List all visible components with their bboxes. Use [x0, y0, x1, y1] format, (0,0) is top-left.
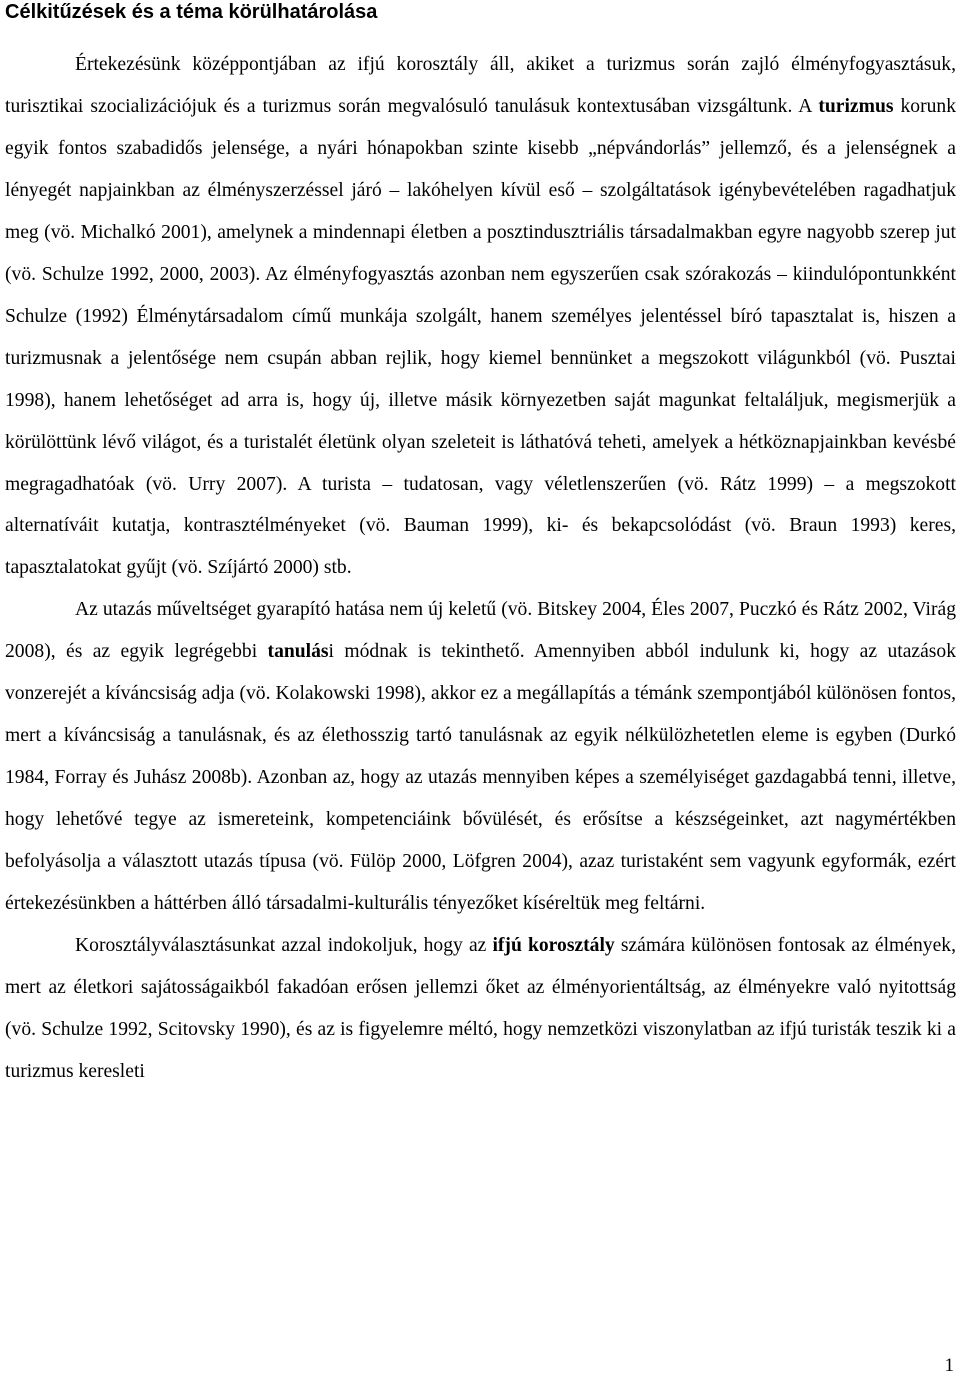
text-segment: számára különösen fontosak az élmények, mert az életkori sajátosságaikból fakadóan erősen jellemzi őket az élményorientáltság, az élményekre való nyitottság (vö. Schulze 1992, Scitovsky 1990), és az is figyelemre méltó, hogy nemzetközi viszonylatban az ifjú turisták teszik ki a turizmus keresleti [5, 935, 956, 1082]
paragraph-2 [5, 589, 956, 925]
document-page [5, 0, 956, 1093]
keyword-turizmus: turizmus [818, 95, 894, 117]
keyword-ifju-korosztaly: ifjú korosztály [492, 935, 615, 957]
paragraph-1 [5, 44, 956, 589]
section-heading: Célkitűzések és a téma körülhatárolása [5, 1, 378, 23]
text-segment: Korosztályválasztásunkat azzal indokoljuk, hogy az [75, 935, 493, 957]
paragraph-3 [5, 925, 956, 1093]
text-segment: korunk egyik fontos szabadidős jelensége, a nyári hónapokban szinte kisebb „népvándorlás” jellemző, és a jelenségnek a lényegét napjainkban az élményszerzéssel járó – lakóhelyen kívül eső – szolgáltatások igénybevételében ragadhatjuk meg (vö. Michalkó 2001), amelynek a mindennapi életben a posztindusztriális társadalmakban egyre nagyobb szerep jut (vö. Schulze 1992, 2000, 2003). Az élményfogyasztás azonban nem egyszerűen csak szórakozás – kiindulópontunkként Schulze (1992) Élménytársadalom című munkája szolgált, hanem személyes jelentéssel bíró tapasztalat is, hiszen a turizmusnak a jelentősége nem csupán abban rejlik, hogy kiemel bennünket a megszokott világunkból (vö. Pusztai 1998), hanem lehetőséget ad arra is, hogy új, illetve másik környezetben saját magunkat feltaláljuk, megismerjük a körülöttünk lévő világot, és a turistalét életünk olyan szeleteit is láthatóvá teheti, amelyek a hétköznapjainkban kevésbé megragadhatóak (vö. Urry 2007). A turista – tudatosan, vagy véletlenszerűen (vö. Rátz 1999) – a megszokott alternatíváit kutatja, kontrasztélményeket (vö. Bauman 1999), ki- és bekapcsolódást (vö. Braun 1993) keres, tapasztalatokat gyűjt (vö. Szíjártó 2000) stb. [5, 95, 956, 579]
text-segment: Értekezésünk középpontjában az ifjú korosztály áll, akiket a turizmus során zajló élményfogyasztásuk, turisztikai szocializációjuk és a turizmus során megvalósuló tanulásuk kontextusában vizsgáltunk. A [5, 54, 956, 117]
page-number: 1 [944, 1355, 954, 1376]
text-segment: Az utazás műveltséget gyarapító hatása nem új keletű (vö. Bitskey 2004, Éles 2007, Puczkó és Rátz 2002, Virág 2008), és az egyik legrégebbi [5, 599, 956, 663]
text-segment: i módnak is tekinthető. Amennyiben abból indulunk ki, hogy az utazások vonzerejét a kíváncsiság adja (vö. Kolakowski 1998), akkor ez a megállapítás a témánk szempontjából különösen fontos, mert a kíváncsiság a tanulásnak, és az élethosszig tartó tanulásnak az egyik nélkülözhetetlen eleme is egyben (Durkó 1984, Forray és Juhász 2008b). Azonban az, hogy az utazás mennyiben képes a személyiséget gazdagabbá tenni, illetve, hogy lehetővé tegye az ismereteink, kompetenciáink bővülését, és erősítse a készségeinket, azt nagymértékben befolyásolja a választott utazás típusa (vö. Fülöp 2000, Löfgren 2004), azaz turistaként sem vagyunk egyformák, ezért értekezésünkben a háttérben álló társadalmi-kulturális tényezőket kíséreltük meg feltárni. [5, 641, 956, 915]
keyword-tanulas: tanulás [267, 641, 329, 663]
